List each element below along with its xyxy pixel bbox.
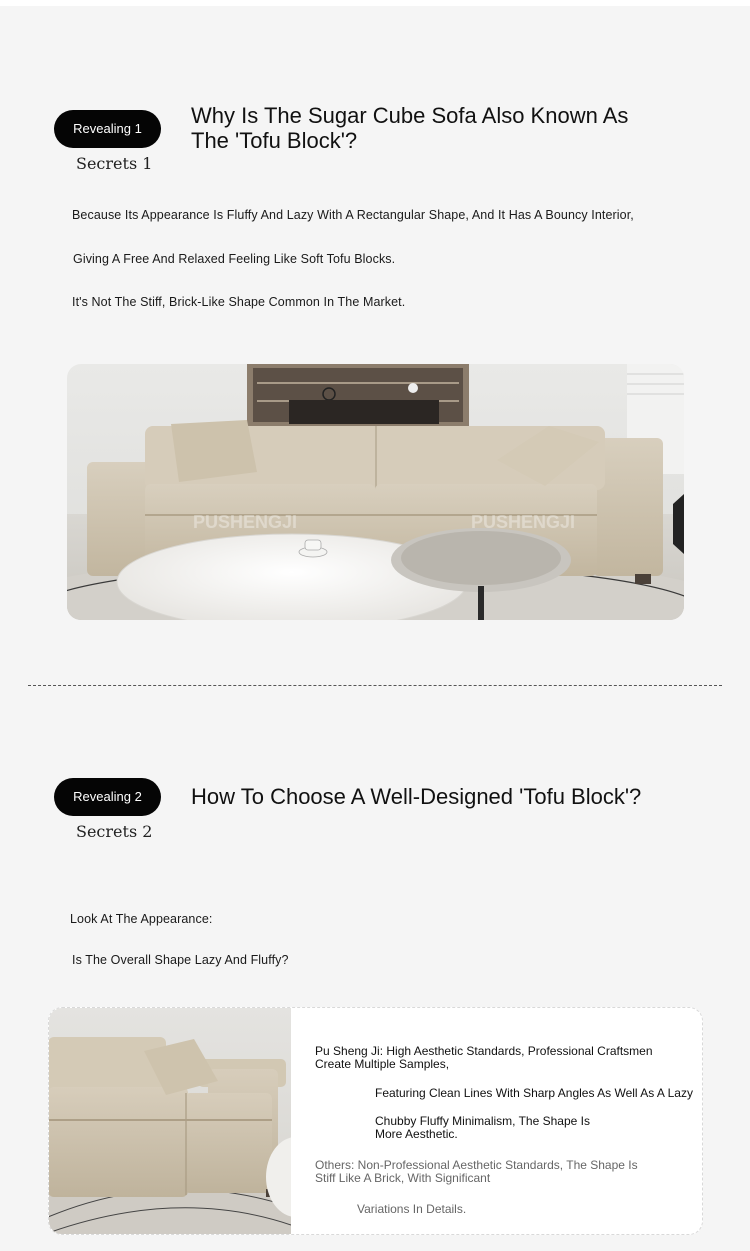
revealing-2-label: Revealing 2 [73,789,142,804]
section-2-question-line-2: Is The Overall Shape Lazy And Fluffy? [72,953,289,967]
section-1-paragraph-line-1: Because Its Appearance Is Fluffy And Lazy With A Rectangular Shape, And It Has A Bouncy Interior, [72,208,634,222]
revealing-2-badge [54,778,161,816]
sofa-living-room-illustration [67,364,684,620]
other-line-3: Variations In Details. [357,1202,467,1216]
pro-line-3: Featuring Clean Lines With Sharp Angles As Well As A Lazy [375,1086,693,1100]
pro-line-1: Pu Sheng Ji: High Aesthetic Standards, Professional Craftsmen [315,1044,653,1058]
sofa-living-room-photo [67,364,684,620]
secrets-2-label: Secrets 2 [76,822,153,841]
section-1-paragraph-line-3: It's Not The Stiff, Brick-Like Shape Common In The Market. [72,295,406,309]
photo-watermark-left: PUSHENGJI [193,512,298,532]
section-2-question-line-1: Look At The Appearance: [70,912,213,926]
section-1-heading-line-2: The 'Tofu Block'? [191,128,358,153]
sofa-closeup-illustration [48,1007,291,1235]
sofa-closeup-photo [48,1007,291,1235]
other-line-2: Stiff Like A Brick, With Significant [315,1171,491,1185]
pro-line-2: Create Multiple Samples, [315,1057,450,1071]
section-1-heading [191,103,628,153]
section-divider [28,685,722,686]
section-1-heading-line-1: Why Is The Sugar Cube Sofa Also Known As [191,103,629,128]
other-line-1: Others: Non-Professional Aesthetic Standards, The Shape Is [315,1158,638,1172]
section-2-heading: How To Choose A Well-Designed 'Tofu Block'? [191,784,642,809]
pro-line-5: More Aesthetic. [375,1127,458,1141]
comparison-card [48,1007,703,1235]
photo-watermark-right: PUSHENGJI [471,512,576,532]
revealing-1-label: Revealing 1 [73,121,142,136]
section-1-paragraph-line-2: Giving A Free And Relaxed Feeling Like Soft Tofu Blocks. [73,252,396,266]
pro-line-4: Chubby Fluffy Minimalism, The Shape Is [375,1114,590,1128]
revealing-1-badge [54,110,161,148]
secrets-1-label: Secrets 1 [76,154,153,173]
